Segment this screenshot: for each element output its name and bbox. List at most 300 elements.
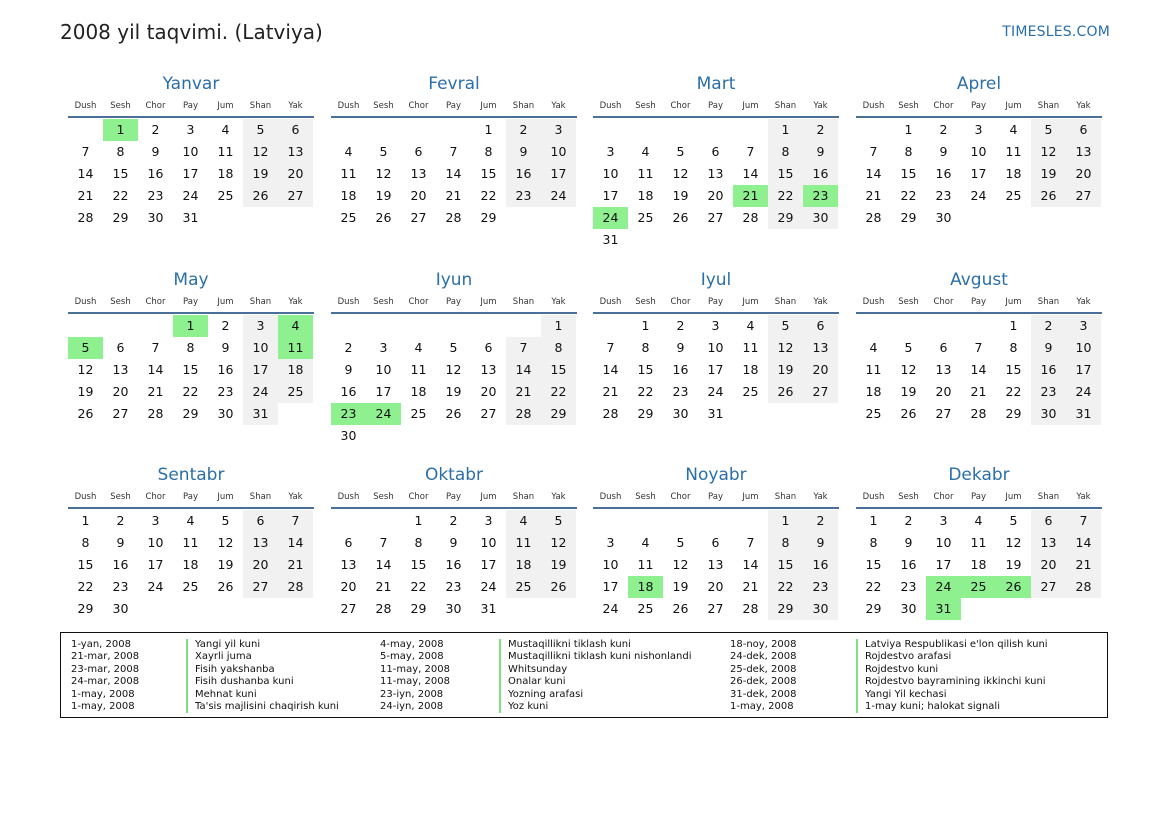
day-cell[interactable]: 20 xyxy=(707,579,724,594)
day-cell[interactable]: 9 xyxy=(449,535,458,550)
day-cell[interactable]: 6 xyxy=(711,144,720,159)
day-cell[interactable]: 30 xyxy=(340,428,357,443)
day-cell[interactable]: 3 xyxy=(606,144,615,159)
day-cell[interactable]: 9 xyxy=(151,144,160,159)
day-cell[interactable]: 2 xyxy=(676,318,685,333)
day-cell[interactable]: 16 xyxy=(900,557,917,572)
day-cell[interactable]: 2 xyxy=(803,510,838,532)
day-cell[interactable]: 23 xyxy=(900,579,917,594)
day-cell[interactable]: 16 xyxy=(935,166,952,181)
day-cell[interactable]: 28 xyxy=(506,403,541,425)
day-cell[interactable]: 4 xyxy=(414,340,423,355)
day-cell[interactable]: 26 xyxy=(541,576,576,598)
day-cell[interactable]: 25 xyxy=(865,406,882,421)
day-cell[interactable]: 8 xyxy=(414,535,423,550)
day-cell[interactable]: 19 xyxy=(900,384,917,399)
day-cell[interactable]: 1 xyxy=(414,513,423,528)
day-cell[interactable]: 31 xyxy=(243,403,278,425)
day-cell[interactable]: 30 xyxy=(900,601,917,616)
day-cell[interactable]: 23 xyxy=(445,579,462,594)
day-cell[interactable]: 15 xyxy=(900,166,917,181)
day-cell[interactable]: 19 xyxy=(243,163,278,185)
day-cell[interactable]: 22 xyxy=(900,188,917,203)
day-cell[interactable]: 5 xyxy=(676,535,685,550)
day-cell[interactable]: 15 xyxy=(541,359,576,381)
day-cell[interactable]: 23 xyxy=(935,188,952,203)
day-cell[interactable]: 15 xyxy=(182,362,199,377)
day-cell[interactable]: 6 xyxy=(243,510,278,532)
day-cell[interactable]: 12 xyxy=(243,141,278,163)
day-cell[interactable]: 11 xyxy=(865,362,882,377)
day-cell[interactable]: 22 xyxy=(410,579,427,594)
day-cell[interactable]: 10 xyxy=(182,144,199,159)
day-cell[interactable]: 1 xyxy=(541,315,576,337)
day-cell[interactable]: 1 xyxy=(1009,318,1018,333)
day-cell[interactable]: 16 xyxy=(803,163,838,185)
day-cell[interactable]: 21 xyxy=(970,384,987,399)
day-cell[interactable]: 7 xyxy=(278,510,313,532)
day-cell[interactable]: 29 xyxy=(182,406,199,421)
day-cell[interactable]: 19 xyxy=(1031,163,1066,185)
day-cell[interactable]: 17 xyxy=(480,557,497,572)
day-cell[interactable]: 5 xyxy=(1031,119,1066,141)
day-cell[interactable]: 1 xyxy=(768,119,803,141)
day-cell[interactable]: 14 xyxy=(742,557,759,572)
day-cell[interactable]: 8 xyxy=(116,144,125,159)
day-cell[interactable]: 10 xyxy=(935,535,952,550)
day-cell[interactable]: 10 xyxy=(970,144,987,159)
day-cell[interactable]: 6 xyxy=(414,144,423,159)
day-cell[interactable]: 1 xyxy=(484,122,493,137)
day-cell[interactable]: 19 xyxy=(77,384,94,399)
day-cell[interactable]: 16 xyxy=(217,362,234,377)
day-cell[interactable]: 29 xyxy=(77,601,94,616)
day-cell[interactable]: 18 xyxy=(410,384,427,399)
day-cell[interactable]: 27 xyxy=(243,576,278,598)
day-cell[interactable]: 28 xyxy=(445,210,462,225)
day-cell[interactable]: 28 xyxy=(1066,576,1101,598)
day-cell[interactable]: 24 xyxy=(707,384,724,399)
day-cell[interactable]: 15 xyxy=(77,557,94,572)
day-cell[interactable]: 28 xyxy=(278,576,313,598)
day-cell[interactable]: 27 xyxy=(410,210,427,225)
day-cell[interactable]: 18 xyxy=(637,188,654,203)
day-cell[interactable]: 19 xyxy=(217,557,234,572)
day-cell[interactable]: 23 xyxy=(217,384,234,399)
day-cell[interactable]: 15 xyxy=(768,554,803,576)
day-cell[interactable]: 11 xyxy=(340,166,357,181)
day-cell[interactable]: 25 xyxy=(182,579,199,594)
day-cell[interactable]: 3 xyxy=(243,315,278,337)
day-cell[interactable]: 2 xyxy=(449,513,458,528)
day-cell[interactable]: 7 xyxy=(81,144,90,159)
day-cell[interactable]: 5 xyxy=(221,513,230,528)
day-cell[interactable]: 14 xyxy=(77,166,94,181)
day-cell[interactable]: 12 xyxy=(900,362,917,377)
day-cell[interactable]: 11 xyxy=(217,144,234,159)
day-cell[interactable]: 14 xyxy=(602,362,619,377)
day-cell[interactable]: 19 xyxy=(768,359,803,381)
day-cell[interactable]: 7 xyxy=(606,340,615,355)
day-cell[interactable]: 7 xyxy=(151,340,160,355)
day-cell[interactable]: 20 xyxy=(480,384,497,399)
day-cell[interactable]: 9 xyxy=(1031,337,1066,359)
day-cell[interactable]: 17 xyxy=(602,579,619,594)
day-cell[interactable]: 11 xyxy=(637,166,654,181)
day-cell[interactable]: 19 xyxy=(672,188,689,203)
day-cell[interactable]: 4 xyxy=(278,315,313,337)
day-cell[interactable]: 27 xyxy=(480,406,497,421)
day-cell[interactable]: 23 xyxy=(331,403,366,425)
day-cell[interactable]: 23 xyxy=(112,579,129,594)
day-cell[interactable]: 17 xyxy=(1066,359,1101,381)
day-cell[interactable]: 31 xyxy=(480,601,497,616)
day-cell[interactable]: 5 xyxy=(768,315,803,337)
day-cell[interactable]: 11 xyxy=(410,362,427,377)
day-cell[interactable]: 17 xyxy=(243,359,278,381)
day-cell[interactable]: 7 xyxy=(746,144,755,159)
day-cell[interactable]: 22 xyxy=(865,579,882,594)
day-cell[interactable]: 7 xyxy=(1066,510,1101,532)
day-cell[interactable]: 16 xyxy=(803,554,838,576)
day-cell[interactable]: 23 xyxy=(147,188,164,203)
day-cell[interactable]: 4 xyxy=(869,340,878,355)
day-cell[interactable]: 6 xyxy=(1066,119,1101,141)
day-cell[interactable]: 1 xyxy=(768,510,803,532)
day-cell[interactable]: 1 xyxy=(904,122,913,137)
day-cell[interactable]: 21 xyxy=(77,188,94,203)
day-cell[interactable]: 19 xyxy=(672,579,689,594)
day-cell[interactable]: 15 xyxy=(112,166,129,181)
day-cell[interactable]: 17 xyxy=(541,163,576,185)
day-cell[interactable]: 9 xyxy=(221,340,230,355)
day-cell[interactable]: 18 xyxy=(506,554,541,576)
day-cell[interactable]: 20 xyxy=(278,163,313,185)
day-cell[interactable]: 26 xyxy=(672,601,689,616)
day-cell[interactable]: 26 xyxy=(1031,185,1066,207)
day-cell[interactable]: 19 xyxy=(1005,557,1022,572)
day-cell[interactable]: 20 xyxy=(410,188,427,203)
day-cell[interactable]: 13 xyxy=(480,362,497,377)
day-cell[interactable]: 21 xyxy=(602,384,619,399)
day-cell[interactable]: 11 xyxy=(182,535,199,550)
day-cell[interactable]: 12 xyxy=(375,166,392,181)
day-cell[interactable]: 15 xyxy=(480,166,497,181)
day-cell[interactable]: 10 xyxy=(147,535,164,550)
day-cell[interactable]: 5 xyxy=(449,340,458,355)
day-cell[interactable]: 20 xyxy=(803,359,838,381)
day-cell[interactable]: 14 xyxy=(375,557,392,572)
day-cell[interactable]: 5 xyxy=(243,119,278,141)
day-cell[interactable]: 21 xyxy=(375,579,392,594)
day-cell[interactable]: 5 xyxy=(676,144,685,159)
day-cell[interactable]: 3 xyxy=(379,340,388,355)
day-cell[interactable]: 13 xyxy=(707,166,724,181)
day-cell[interactable]: 10 xyxy=(541,141,576,163)
day-cell[interactable]: 26 xyxy=(217,579,234,594)
day-cell[interactable]: 28 xyxy=(375,601,392,616)
brand-link[interactable]: TIMESLES.COM xyxy=(1002,24,1110,40)
day-cell[interactable]: 4 xyxy=(641,535,650,550)
day-cell[interactable]: 24 xyxy=(926,576,961,598)
day-cell[interactable]: 9 xyxy=(803,141,838,163)
day-cell[interactable]: 20 xyxy=(1066,163,1101,185)
day-cell[interactable]: 3 xyxy=(151,513,160,528)
day-cell[interactable]: 14 xyxy=(147,362,164,377)
day-cell[interactable]: 2 xyxy=(116,513,125,528)
day-cell[interactable]: 18 xyxy=(182,557,199,572)
day-cell[interactable]: 27 xyxy=(1066,185,1101,207)
day-cell[interactable]: 31 xyxy=(1066,403,1101,425)
day-cell[interactable]: 7 xyxy=(746,535,755,550)
day-cell[interactable]: 22 xyxy=(768,185,803,207)
day-cell[interactable]: 2 xyxy=(151,122,160,137)
day-cell[interactable]: 26 xyxy=(996,576,1031,598)
day-cell[interactable]: 18 xyxy=(217,166,234,181)
day-cell[interactable]: 16 xyxy=(445,557,462,572)
day-cell[interactable]: 21 xyxy=(733,185,768,207)
day-cell[interactable]: 17 xyxy=(935,557,952,572)
day-cell[interactable]: 22 xyxy=(768,576,803,598)
day-cell[interactable]: 3 xyxy=(939,513,948,528)
day-cell[interactable]: 23 xyxy=(506,185,541,207)
day-cell[interactable]: 29 xyxy=(112,210,129,225)
day-cell[interactable]: 23 xyxy=(803,185,838,207)
day-cell[interactable]: 8 xyxy=(484,144,493,159)
day-cell[interactable]: 14 xyxy=(445,166,462,181)
day-cell[interactable]: 25 xyxy=(217,188,234,203)
day-cell[interactable]: 5 xyxy=(904,340,913,355)
day-cell[interactable]: 8 xyxy=(641,340,650,355)
day-cell[interactable]: 9 xyxy=(803,532,838,554)
day-cell[interactable]: 14 xyxy=(506,359,541,381)
day-cell[interactable]: 2 xyxy=(1031,315,1066,337)
day-cell[interactable]: 9 xyxy=(506,141,541,163)
day-cell[interactable]: 12 xyxy=(541,532,576,554)
day-cell[interactable]: 20 xyxy=(1031,554,1066,576)
day-cell[interactable]: 25 xyxy=(506,576,541,598)
day-cell[interactable]: 26 xyxy=(672,210,689,225)
day-cell[interactable]: 16 xyxy=(147,166,164,181)
day-cell[interactable]: 4 xyxy=(746,318,755,333)
day-cell[interactable]: 13 xyxy=(707,557,724,572)
day-cell[interactable]: 5 xyxy=(68,337,103,359)
day-cell[interactable]: 8 xyxy=(186,340,195,355)
day-cell[interactable]: 15 xyxy=(410,557,427,572)
day-cell[interactable]: 24 xyxy=(541,185,576,207)
day-cell[interactable]: 20 xyxy=(243,554,278,576)
day-cell[interactable]: 8 xyxy=(904,144,913,159)
day-cell[interactable]: 15 xyxy=(865,557,882,572)
day-cell[interactable]: 13 xyxy=(340,557,357,572)
day-cell[interactable]: 14 xyxy=(742,166,759,181)
day-cell[interactable]: 5 xyxy=(541,510,576,532)
day-cell[interactable]: 25 xyxy=(742,384,759,399)
day-cell[interactable]: 2 xyxy=(506,119,541,141)
day-cell[interactable]: 11 xyxy=(742,340,759,355)
day-cell[interactable]: 12 xyxy=(1031,141,1066,163)
day-cell[interactable]: 27 xyxy=(707,210,724,225)
day-cell[interactable]: 27 xyxy=(935,406,952,421)
day-cell[interactable]: 21 xyxy=(742,579,759,594)
day-cell[interactable]: 4 xyxy=(1009,122,1018,137)
day-cell[interactable]: 30 xyxy=(1031,403,1066,425)
day-cell[interactable]: 4 xyxy=(506,510,541,532)
day-cell[interactable]: 4 xyxy=(641,144,650,159)
day-cell[interactable]: 8 xyxy=(1009,340,1018,355)
day-cell[interactable]: 2 xyxy=(803,119,838,141)
day-cell[interactable]: 28 xyxy=(970,406,987,421)
day-cell[interactable]: 4 xyxy=(186,513,195,528)
day-cell[interactable]: 13 xyxy=(935,362,952,377)
day-cell[interactable]: 19 xyxy=(541,554,576,576)
day-cell[interactable]: 15 xyxy=(1005,362,1022,377)
day-cell[interactable]: 16 xyxy=(112,557,129,572)
day-cell[interactable]: 14 xyxy=(1066,532,1101,554)
day-cell[interactable]: 26 xyxy=(900,406,917,421)
day-cell[interactable]: 28 xyxy=(742,210,759,225)
day-cell[interactable]: 16 xyxy=(506,163,541,185)
day-cell[interactable]: 17 xyxy=(375,384,392,399)
day-cell[interactable]: 25 xyxy=(961,576,996,598)
day-cell[interactable]: 4 xyxy=(221,122,230,137)
day-cell[interactable]: 13 xyxy=(243,532,278,554)
day-cell[interactable]: 16 xyxy=(1031,359,1066,381)
day-cell[interactable]: 22 xyxy=(182,384,199,399)
day-cell[interactable]: 12 xyxy=(217,535,234,550)
day-cell[interactable]: 24 xyxy=(1066,381,1101,403)
day-cell[interactable]: 13 xyxy=(410,166,427,181)
day-cell[interactable]: 17 xyxy=(147,557,164,572)
day-cell[interactable]: 9 xyxy=(676,340,685,355)
day-cell[interactable]: 26 xyxy=(77,406,94,421)
day-cell[interactable]: 29 xyxy=(768,598,803,620)
day-cell[interactable]: 30 xyxy=(672,406,689,421)
day-cell[interactable]: 11 xyxy=(506,532,541,554)
day-cell[interactable]: 2 xyxy=(344,340,353,355)
day-cell[interactable]: 25 xyxy=(1005,188,1022,203)
day-cell[interactable]: 22 xyxy=(637,384,654,399)
day-cell[interactable]: 2 xyxy=(939,122,948,137)
day-cell[interactable]: 11 xyxy=(1005,144,1022,159)
day-cell[interactable]: 24 xyxy=(970,188,987,203)
day-cell[interactable]: 15 xyxy=(768,163,803,185)
day-cell[interactable]: 14 xyxy=(278,532,313,554)
day-cell[interactable]: 22 xyxy=(541,381,576,403)
day-cell[interactable]: 23 xyxy=(803,576,838,598)
day-cell[interactable]: 4 xyxy=(974,513,983,528)
day-cell[interactable]: 20 xyxy=(340,579,357,594)
day-cell[interactable]: 30 xyxy=(803,207,838,229)
day-cell[interactable]: 12 xyxy=(672,557,689,572)
day-cell[interactable]: 30 xyxy=(803,598,838,620)
day-cell[interactable]: 15 xyxy=(637,362,654,377)
day-cell[interactable]: 13 xyxy=(1031,532,1066,554)
day-cell[interactable]: 24 xyxy=(243,381,278,403)
day-cell[interactable]: 8 xyxy=(81,535,90,550)
day-cell[interactable]: 14 xyxy=(970,362,987,377)
day-cell[interactable]: 18 xyxy=(742,362,759,377)
day-cell[interactable]: 1 xyxy=(81,513,90,528)
day-cell[interactable]: 29 xyxy=(480,210,497,225)
day-cell[interactable]: 18 xyxy=(340,188,357,203)
day-cell[interactable]: 3 xyxy=(711,318,720,333)
day-cell[interactable]: 27 xyxy=(340,601,357,616)
day-cell[interactable]: 30 xyxy=(112,601,129,616)
day-cell[interactable]: 31 xyxy=(182,210,199,225)
day-cell[interactable]: 12 xyxy=(77,362,94,377)
day-cell[interactable]: 13 xyxy=(278,141,313,163)
day-cell[interactable]: 17 xyxy=(970,166,987,181)
day-cell[interactable]: 7 xyxy=(449,144,458,159)
day-cell[interactable]: 27 xyxy=(1031,576,1066,598)
day-cell[interactable]: 28 xyxy=(147,406,164,421)
day-cell[interactable]: 26 xyxy=(445,406,462,421)
day-cell[interactable]: 21 xyxy=(1066,554,1101,576)
day-cell[interactable]: 10 xyxy=(602,557,619,572)
day-cell[interactable]: 21 xyxy=(278,554,313,576)
day-cell[interactable]: 10 xyxy=(480,535,497,550)
day-cell[interactable]: 28 xyxy=(602,406,619,421)
day-cell[interactable]: 12 xyxy=(768,337,803,359)
day-cell[interactable]: 31 xyxy=(707,406,724,421)
day-cell[interactable]: 24 xyxy=(593,207,628,229)
day-cell[interactable]: 19 xyxy=(375,188,392,203)
day-cell[interactable]: 9 xyxy=(904,535,913,550)
day-cell[interactable]: 7 xyxy=(379,535,388,550)
day-cell[interactable]: 27 xyxy=(112,406,129,421)
day-cell[interactable]: 8 xyxy=(768,141,803,163)
day-cell[interactable]: 8 xyxy=(869,535,878,550)
day-cell[interactable]: 20 xyxy=(935,384,952,399)
day-cell[interactable]: 6 xyxy=(939,340,948,355)
day-cell[interactable]: 13 xyxy=(1066,141,1101,163)
day-cell[interactable]: 6 xyxy=(1031,510,1066,532)
day-cell[interactable]: 9 xyxy=(116,535,125,550)
day-cell[interactable]: 29 xyxy=(410,601,427,616)
day-cell[interactable]: 28 xyxy=(865,210,882,225)
day-cell[interactable]: 21 xyxy=(445,188,462,203)
day-cell[interactable]: 26 xyxy=(243,185,278,207)
day-cell[interactable]: 27 xyxy=(278,185,313,207)
day-cell[interactable]: 17 xyxy=(707,362,724,377)
day-cell[interactable]: 25 xyxy=(340,210,357,225)
day-cell[interactable]: 18 xyxy=(970,557,987,572)
day-cell[interactable]: 16 xyxy=(672,362,689,377)
day-cell[interactable]: 6 xyxy=(344,535,353,550)
day-cell[interactable]: 2 xyxy=(904,513,913,528)
day-cell[interactable]: 1 xyxy=(173,315,208,337)
day-cell[interactable]: 26 xyxy=(375,210,392,225)
day-cell[interactable]: 3 xyxy=(974,122,983,137)
day-cell[interactable]: 6 xyxy=(278,119,313,141)
day-cell[interactable]: 30 xyxy=(147,210,164,225)
day-cell[interactable]: 25 xyxy=(637,210,654,225)
day-cell[interactable]: 12 xyxy=(1005,535,1022,550)
day-cell[interactable]: 1 xyxy=(869,513,878,528)
day-cell[interactable]: 6 xyxy=(803,315,838,337)
day-cell[interactable]: 11 xyxy=(637,557,654,572)
day-cell[interactable]: 18 xyxy=(865,384,882,399)
day-cell[interactable]: 22 xyxy=(112,188,129,203)
day-cell[interactable]: 29 xyxy=(1005,406,1022,421)
day-cell[interactable]: 8 xyxy=(768,532,803,554)
day-cell[interactable]: 28 xyxy=(77,210,94,225)
day-cell[interactable]: 30 xyxy=(935,210,952,225)
day-cell[interactable]: 24 xyxy=(602,601,619,616)
day-cell[interactable]: 6 xyxy=(711,535,720,550)
day-cell[interactable]: 5 xyxy=(1009,513,1018,528)
